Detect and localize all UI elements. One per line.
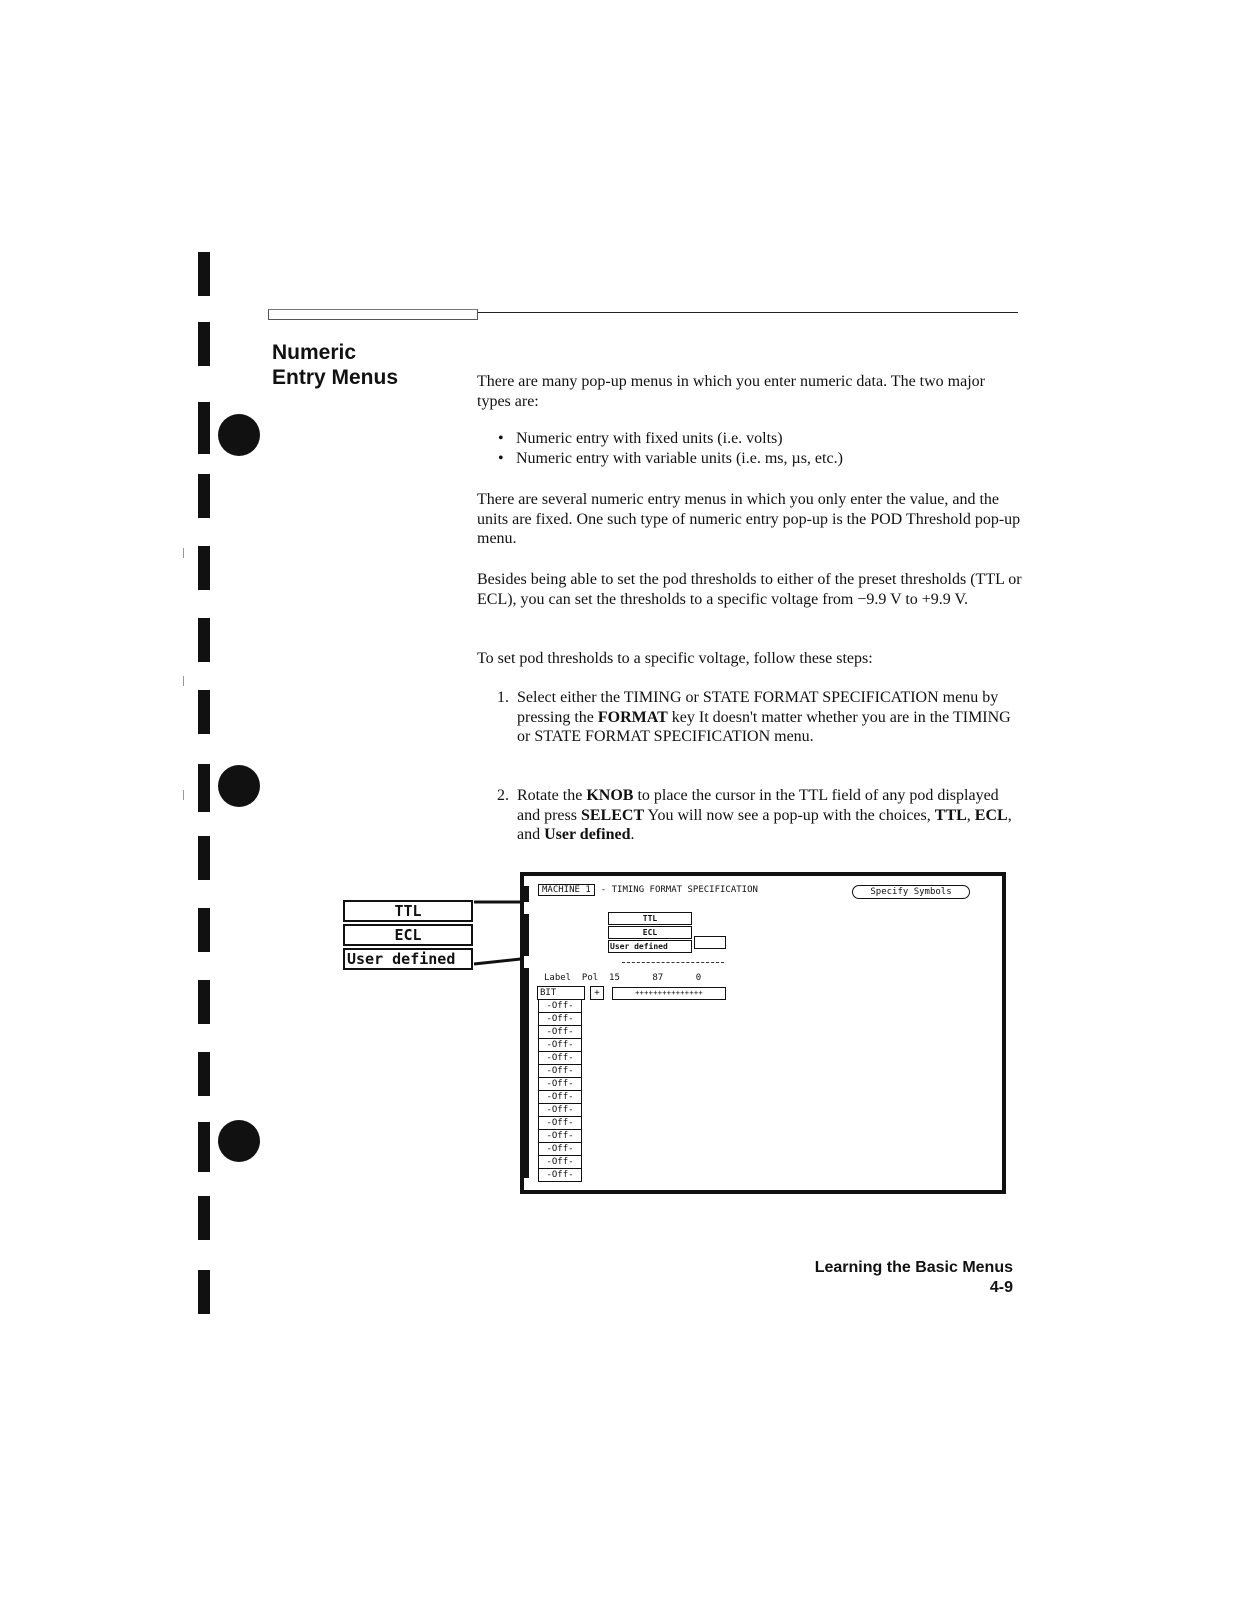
step-2-part: You will now see a pop-up with the choices, — [644, 806, 935, 824]
off-label-row[interactable]: -Off- — [538, 1090, 582, 1104]
threshold-value-field[interactable] — [694, 936, 726, 949]
step-2-part: Rotate the — [517, 787, 587, 804]
knob-key: KNOB — [586, 787, 634, 804]
threshold-popup — [608, 912, 692, 954]
off-label-list — [538, 1000, 582, 1182]
step-2-part: , — [966, 806, 975, 824]
step-1-part: key It doesn't matter whether you are in the TIMING or STATE FORMAT SPECIFICATION menu. — [517, 708, 1011, 745]
popup-option-ttl[interactable]: TTL — [343, 900, 473, 922]
bullet-item: • Numeric entry with fixed units (i.e. volts) — [498, 429, 1018, 449]
choice-user-defined: User defined — [544, 826, 631, 843]
off-label-row[interactable]: -Off- — [538, 1038, 582, 1052]
screen-title — [538, 884, 758, 896]
off-label-row[interactable]: -Off- — [538, 1064, 582, 1078]
dashed-separator — [622, 962, 724, 963]
off-label-row[interactable]: -Off- — [538, 999, 582, 1013]
off-label-row[interactable]: -Off- — [538, 1116, 582, 1130]
paragraph-4-text: To set pod thresholds to a specific voltage, follow these steps: — [477, 650, 873, 667]
specify-symbols-button[interactable]: Specify Symbols — [852, 885, 970, 899]
step-2-part: , and — [517, 806, 1012, 843]
footer-title: Learning the Basic Menus — [814, 1259, 1013, 1276]
heading-line-1: Numeric — [272, 341, 357, 364]
off-label-row[interactable]: -Off- — [538, 1025, 582, 1039]
mini-option-ecl[interactable]: ECL — [608, 926, 692, 939]
select-key: SELECT — [580, 806, 645, 824]
off-label-row[interactable]: -Off- — [538, 1129, 582, 1143]
off-label-row[interactable]: -Off- — [538, 1155, 582, 1169]
popup-option-user-defined[interactable]: User defined — [343, 948, 473, 970]
bullet-item: • Numeric entry with variable units (i.e. ms, µs, etc.) — [498, 449, 1018, 469]
polarity-field[interactable]: + — [590, 986, 604, 1000]
step-number: 1. — [497, 689, 509, 706]
paragraph-2-text: There are several numeric entry menus in which you only enter the value, and the units are fixed. One such type of numeric entry pop-up is the POD Threshold pop-up menu. — [477, 491, 1021, 547]
step-2-part: . — [630, 826, 635, 843]
mini-option-user-defined[interactable]: User defined — [608, 940, 692, 953]
timing-format-screen — [520, 872, 1006, 1194]
heading-line-2: Entry Menus — [272, 366, 399, 389]
page-number: 4-9 — [989, 1279, 1013, 1296]
off-label-row[interactable]: -Off- — [538, 1077, 582, 1091]
machine-field[interactable]: MACHINE 1 — [538, 884, 595, 896]
choice-ecl: ECL — [974, 806, 1008, 824]
screen-title-text: - TIMING FORMAT SPECIFICATION — [600, 885, 758, 895]
step-number: 2. — [497, 787, 509, 804]
popup-option-ecl[interactable]: ECL — [343, 924, 473, 946]
step-2-part: to place the cursor in the TTL field of any pod displayed and press — [517, 787, 999, 824]
off-label-row[interactable]: -Off- — [538, 1168, 582, 1182]
screen-vertical-bar — [524, 968, 529, 1178]
label-field[interactable]: BIT — [537, 986, 585, 1000]
bit-assignment-field[interactable]: +++++++++++++++ — [612, 987, 726, 1000]
off-label-row[interactable]: -Off- — [538, 1012, 582, 1026]
mini-option-ttl[interactable]: TTL — [608, 912, 692, 925]
format-key: FORMAT — [597, 708, 668, 726]
step-1-part: Select either the TIMING or STATE FORMAT SPECIFICATION menu by pressing the — [517, 689, 999, 726]
choice-ttl: TTL — [934, 806, 967, 824]
screen-vertical-bar — [524, 886, 529, 902]
column-headers: Label Pol 15 87 0 — [544, 973, 702, 983]
intro-text: There are many pop-up menus in which you enter numeric data. The two major types are: — [477, 373, 985, 410]
paragraph-3-text: Besides being able to set the pod thresholds to either of the preset thresholds (TTL or ECL), you can set the thresholds to a specific voltage from −9.9 V to +9.9 V. — [477, 571, 1022, 608]
off-label-row[interactable]: -Off- — [538, 1103, 582, 1117]
screen-vertical-bar — [524, 914, 529, 956]
off-label-row[interactable]: -Off- — [538, 1051, 582, 1065]
off-label-row[interactable]: -Off- — [538, 1142, 582, 1156]
